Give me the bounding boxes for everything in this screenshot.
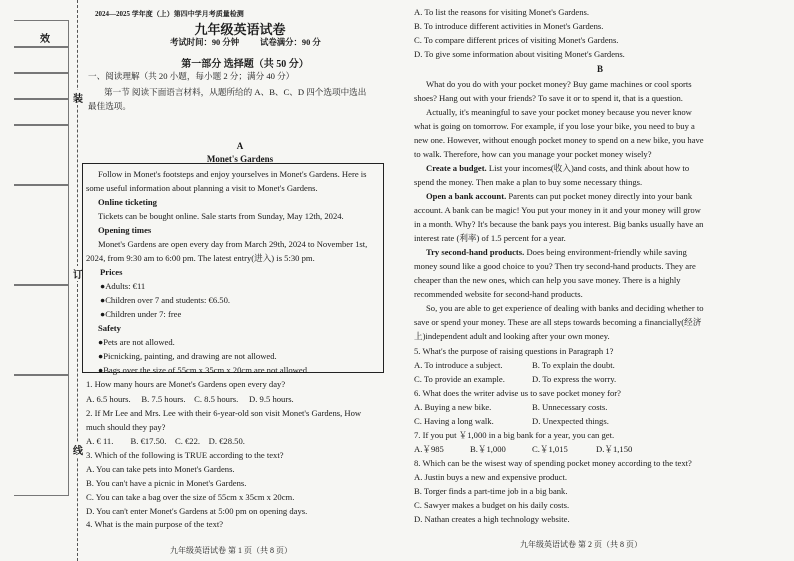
question-1: 1. How many hours are Monet's Gardens open every day? xyxy=(86,379,286,389)
question-3-option: D. You can't enter Monet's Gardens at 5:00 pm on opening days. xyxy=(86,506,308,516)
question-5-option: D. To express the worry. xyxy=(532,374,617,384)
question-5: 5. What's the purpose of raising questions in Paragraph 1? xyxy=(414,346,614,356)
passage-text: in a month. Why? It's because the bank pays you interest. Big banks usually have an xyxy=(414,219,704,229)
question-8-option: D. Nathan creates a high technology website. xyxy=(414,514,570,524)
passage-text: money sound like a good choice to you? Then try second-hand products. They are xyxy=(414,261,696,271)
page-footer-right: 九年级英语试卷 第 2 页（共 8 页） xyxy=(520,540,642,549)
passage-text: Tickets can be bought online. Sale starts from Sunday, May 12th, 2024. xyxy=(98,211,344,221)
question-5-option: C. To provide an example. xyxy=(414,374,505,384)
question-6-option: A. Buying a new bike. xyxy=(414,402,492,412)
passage-text: spend the money. Then make a plan to buy some necessary things. xyxy=(414,177,643,187)
question-4-option: D. To give some information about visiting Monet's Gardens. xyxy=(414,49,625,59)
question-6-option: D. Unexpected things. xyxy=(532,416,609,426)
question-8: 8. Which can be the wisest way of spending pocket money according to the text? xyxy=(414,458,692,468)
question-8-option: C. Sawyer makes a budget on his daily costs. xyxy=(414,500,570,510)
question-7-option: B.￥1,000 xyxy=(470,444,506,454)
question-4-option: A. To list the reasons for visiting Monet's Gardens. xyxy=(414,7,590,17)
margin-ding: 订 xyxy=(73,266,83,281)
margin-box xyxy=(14,46,69,74)
safety-item: ●Bags over the size of 55cm x 35cm x 20cm are not allowed. xyxy=(98,365,310,375)
tip-text: List your incomes(收入)and costs, and think about how to xyxy=(486,163,690,173)
passage-text: interest rate (利率) of 1.5 percent for a year. xyxy=(414,233,566,243)
passage-text: some useful information about planning a visit to Monet's Gardens. xyxy=(86,183,318,193)
question-5-option: A. To introduce a subject. xyxy=(414,360,503,370)
info-heading: Safety xyxy=(98,323,121,333)
passage-text xyxy=(426,190,692,204)
passage-text: Follow in Monet's footsteps and enjoy yourselves in Monet's Gardens. Here is xyxy=(98,169,367,179)
passage-title: Monet's Gardens xyxy=(206,154,274,164)
passage-text: save or spend your money. These are all steps towards becoming a financially(经济 xyxy=(414,317,702,327)
margin-box xyxy=(14,124,69,186)
question-1-options: A. 6.5 hours. B. 7.5 hours. C. 8.5 hours. D. 9.5 hours. xyxy=(86,394,294,404)
margin-box xyxy=(14,284,69,376)
page-footer-left: 九年级英语试卷 第 1 页（共 8 页） xyxy=(170,546,292,555)
question-6-option: B. Unnecessary costs. xyxy=(532,402,608,412)
question-4: 4. What is the main purpose of the text? xyxy=(86,519,224,529)
info-heading: Opening times xyxy=(98,225,152,235)
question-6: 6. What does the writer advise us to save pocket money for? xyxy=(414,388,621,398)
question-3-option: C. You can take a bag over the size of 55cm x 35cm x 20cm. xyxy=(86,492,295,502)
passage-text xyxy=(426,246,687,260)
exam-title: 九年级英语试卷 xyxy=(194,22,286,37)
passage-text: to walk. Therefore, how can you manage your pocket money wisely? xyxy=(414,149,652,159)
passage-text: cheaper than the new ones, which can help you save money. There is a highly xyxy=(414,275,681,285)
tip-heading: Create a budget. xyxy=(426,163,487,173)
question-2-options: A. € 11. B. €17.50. C. €22. D. €28.50. xyxy=(86,436,245,446)
info-heading: Prices xyxy=(100,267,123,277)
margin-zhuang: 装 xyxy=(73,90,83,105)
price-item: ●Children under 7: free xyxy=(100,309,182,319)
instruction-line: 最佳选项。 xyxy=(88,101,131,111)
passage-text: What do you do with your pocket money? Buy game machines or cool sports xyxy=(426,79,692,89)
safety-item: ●Picnicking, painting, and drawing are not allowed. xyxy=(98,351,277,361)
passage-text: what is going on tomorrow. For example, if you lose your bike, you need to buy a xyxy=(414,121,695,131)
school-line: 2024—2025 学年度（上）第四中学月考质量检测 xyxy=(95,10,244,18)
question-3-option: B. You can't have a picnic in Monet's Gardens. xyxy=(86,478,247,488)
margin-box xyxy=(14,374,69,496)
binding-margin xyxy=(0,0,70,561)
price-item: ●Adults: €11 xyxy=(100,281,146,291)
question-2: much should they pay? xyxy=(86,422,166,432)
passage-text: new one. However, without enough pocket money to spend on a new bike, you have xyxy=(414,135,704,145)
margin-box xyxy=(14,72,69,100)
instruction-line: 第一节 阅读下面语言材料，从题所给的 A、B、C、D 四个选项中选出 xyxy=(104,87,367,97)
part-heading: 第一部分 选择题（共 50 分） xyxy=(181,59,309,70)
passage-text: recommended website for second-hand products. xyxy=(414,289,583,299)
safety-item: ●Pets are not allowed. xyxy=(98,337,175,347)
question-7-option: C.￥1,015 xyxy=(532,444,568,454)
section-heading: 一、阅读理解（共 20 小题，每小题 2 分；满分 40 分） xyxy=(88,71,295,81)
question-3: 3. Which of the following is TRUE according to the text? xyxy=(86,450,284,460)
question-4-option: C. To compare different prices of visiting Monet's Gardens. xyxy=(414,35,619,45)
passage-text: 2024, from 9:30 am to 6:00 pm. The latest entry(进入) is 5:30 pm. xyxy=(86,253,315,263)
question-8-option: A. Justin buys a new and expensive product. xyxy=(414,472,567,482)
exam-meta: 考试时间：90 分钟 试卷满分：90 分 xyxy=(170,38,321,47)
passage-text: shoes? Hang out with your friends? To save it or to spend it, that is a question. xyxy=(414,93,683,103)
question-7-option: A.￥985 xyxy=(414,444,444,454)
question-6-option: C. Having a long walk. xyxy=(414,416,494,426)
question-5-option: B. To explain the doubt. xyxy=(532,360,615,370)
passage-text: 上)independent adult and looking after your own money. xyxy=(414,331,610,341)
passage-text: Actually, it's meaningful to save your pocket money because you never know xyxy=(426,107,692,117)
question-7: 7. If you put ￥1,000 in a big bank for a year, you can get. xyxy=(414,430,615,440)
passage-text: Monet's Gardens are open every day from March 29th, 2024 to November 1st, xyxy=(98,239,368,249)
passage-text: So, you are able to get experience of dealing with banks and deciding whether to xyxy=(426,303,704,313)
margin-xian: 线 xyxy=(73,442,83,457)
margin-box xyxy=(14,98,69,126)
passage-letter: B xyxy=(596,64,603,74)
question-3-option: A. You can take pets into Monet's Gardens. xyxy=(86,464,235,474)
price-item: ●Children over 7 and students: €6.50. xyxy=(100,295,231,305)
tip-heading: Open a bank account. xyxy=(426,191,507,201)
tip-text: Parents can put pocket money directly into your bank xyxy=(506,191,693,201)
margin-mark: 效 xyxy=(40,34,50,45)
passage-text: account. A bank can be magic! You put your money in it and your money will grow xyxy=(414,205,701,215)
question-4-option: B. To introduce different activities in Monet's Gardens. xyxy=(414,21,604,31)
question-7-option: D.￥1,150 xyxy=(596,444,633,454)
info-heading: Online ticketing xyxy=(98,197,157,207)
tip-text: Does being environment-friendly while saving xyxy=(524,247,687,257)
passage-text xyxy=(426,162,689,176)
question-8-option: B. Torger finds a part-time job in a big bank. xyxy=(414,486,568,496)
question-2: 2. If Mr Lee and Mrs. Lee with their 6-year-old son visit Monet's Gardens, How xyxy=(86,408,362,418)
margin-box xyxy=(14,184,69,286)
passage-letter: A xyxy=(236,141,244,151)
tip-heading: Try second-hand products. xyxy=(426,247,525,257)
